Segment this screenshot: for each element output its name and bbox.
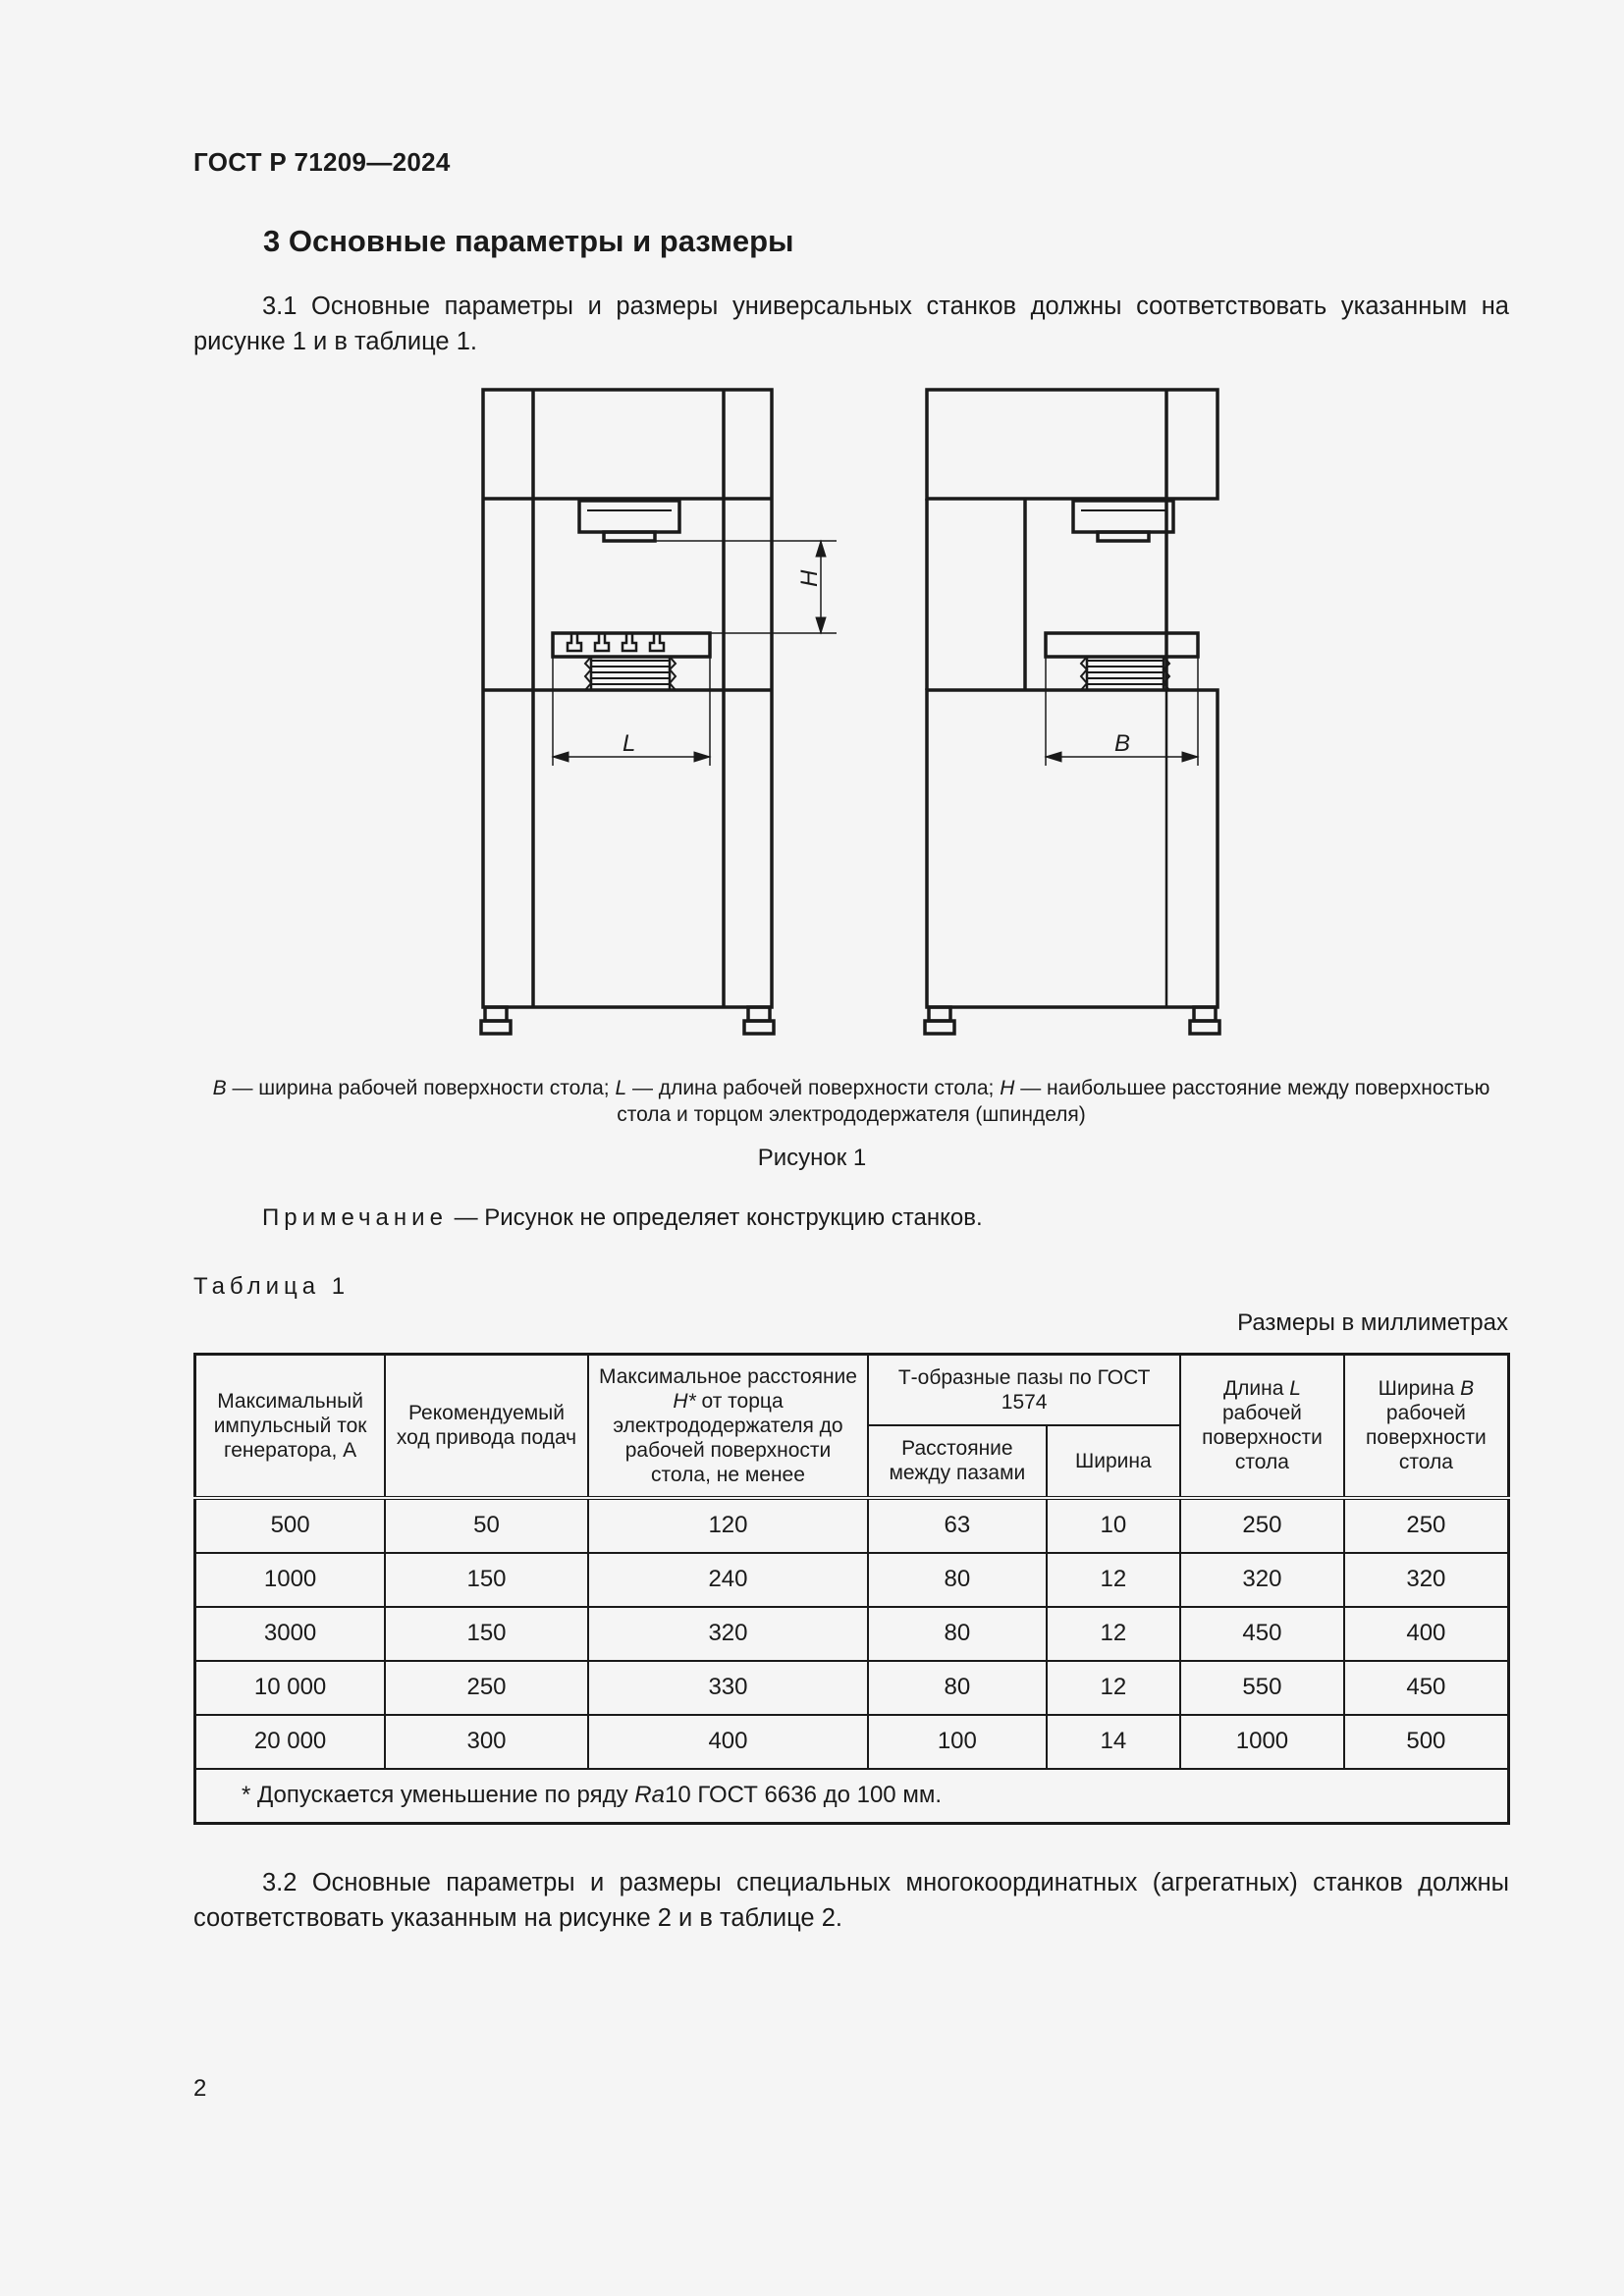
figure-legend xyxy=(193,1075,1509,1128)
figure-caption: Рисунок 1 xyxy=(757,1145,867,1171)
paragraph-3-2-text: 3.2 Основные параметры и размеры специальных многокоординатных (агрегатных) станков должны соответствовать указанным на рисунке 2 и в таблице 2. xyxy=(193,1869,1509,1932)
parameters-table xyxy=(193,1353,1510,1825)
legend-b-text: — ширина рабочей поверхности стола; xyxy=(226,1077,616,1099)
paragraph-3-2 xyxy=(193,1865,1509,1936)
legend-h-symbol: H xyxy=(1000,1077,1015,1099)
paragraph-3-1 xyxy=(193,289,1509,359)
front-view xyxy=(481,390,837,1034)
side-view xyxy=(925,390,1219,1034)
table-row: 20 000 300 400 100 14 1000 500 xyxy=(195,1715,1509,1769)
table-row: 500 50 120 63 10 250 250 xyxy=(195,1498,1509,1553)
header-table-width: Ширина B рабочей поверхности стола xyxy=(1344,1355,1509,1498)
table-row: 10 000 250 330 80 12 550 450 xyxy=(195,1661,1509,1715)
header-t-slots: Т-образные пазы по ГОСТ 1574 xyxy=(868,1355,1180,1425)
legend-l-symbol: L xyxy=(615,1077,627,1099)
dimension-label-b: B xyxy=(1114,730,1131,757)
legend-b-symbol: B xyxy=(212,1077,227,1099)
header-table-length: Длина L рабочей поверхности стола xyxy=(1180,1355,1344,1498)
table-units: Размеры в миллиметрах xyxy=(1237,1309,1508,1336)
figure-1-drawing xyxy=(461,378,1247,1045)
table-footnote: * Допускается уменьшение по ряду Ra10 ГОСТ 6636 до 100 мм. xyxy=(195,1769,1509,1824)
header-slot-width: Ширина xyxy=(1047,1425,1181,1498)
page-number: 2 xyxy=(193,2075,207,2102)
paragraph-3-1-text: 3.1 Основные параметры и размеры универсальных станков должны соответствовать указанным на рисунке 1 и в таблице 1. xyxy=(193,293,1509,355)
dimension-label-l: L xyxy=(623,730,636,757)
table-row: 1000 150 240 80 12 320 320 xyxy=(195,1553,1509,1607)
table-row: 3000 150 320 80 12 450 400 xyxy=(195,1607,1509,1661)
legend-l-text: — длина рабочей поверхности стола; xyxy=(626,1077,1001,1099)
note-text: — Рисунок не определяет конструкцию станков. xyxy=(447,1204,983,1231)
document-code: ГОСТ Р 71209—2024 xyxy=(193,147,451,177)
header-feed-travel: Рекомендуемый ход привода подач xyxy=(385,1355,588,1498)
dimension-label-h: H xyxy=(796,569,823,587)
note xyxy=(262,1204,983,1232)
section-title: 3 Основные параметры и размеры xyxy=(263,224,794,258)
header-max-current: Максимальный импульсный ток генератора, А xyxy=(195,1355,386,1498)
table-label: Таблица 1 xyxy=(193,1273,351,1300)
header-slot-spacing: Расстояние между пазами xyxy=(868,1425,1046,1498)
note-label: Примечание xyxy=(262,1204,448,1231)
legend-h-text: — наибольшее расстояние между поверхностью стола и торцом электрододержателя (шпинделя) xyxy=(617,1077,1490,1126)
header-max-distance: Максимальное расстояние H* от торца электрододержателя до рабочей поверхности стола, не менее xyxy=(588,1355,868,1498)
